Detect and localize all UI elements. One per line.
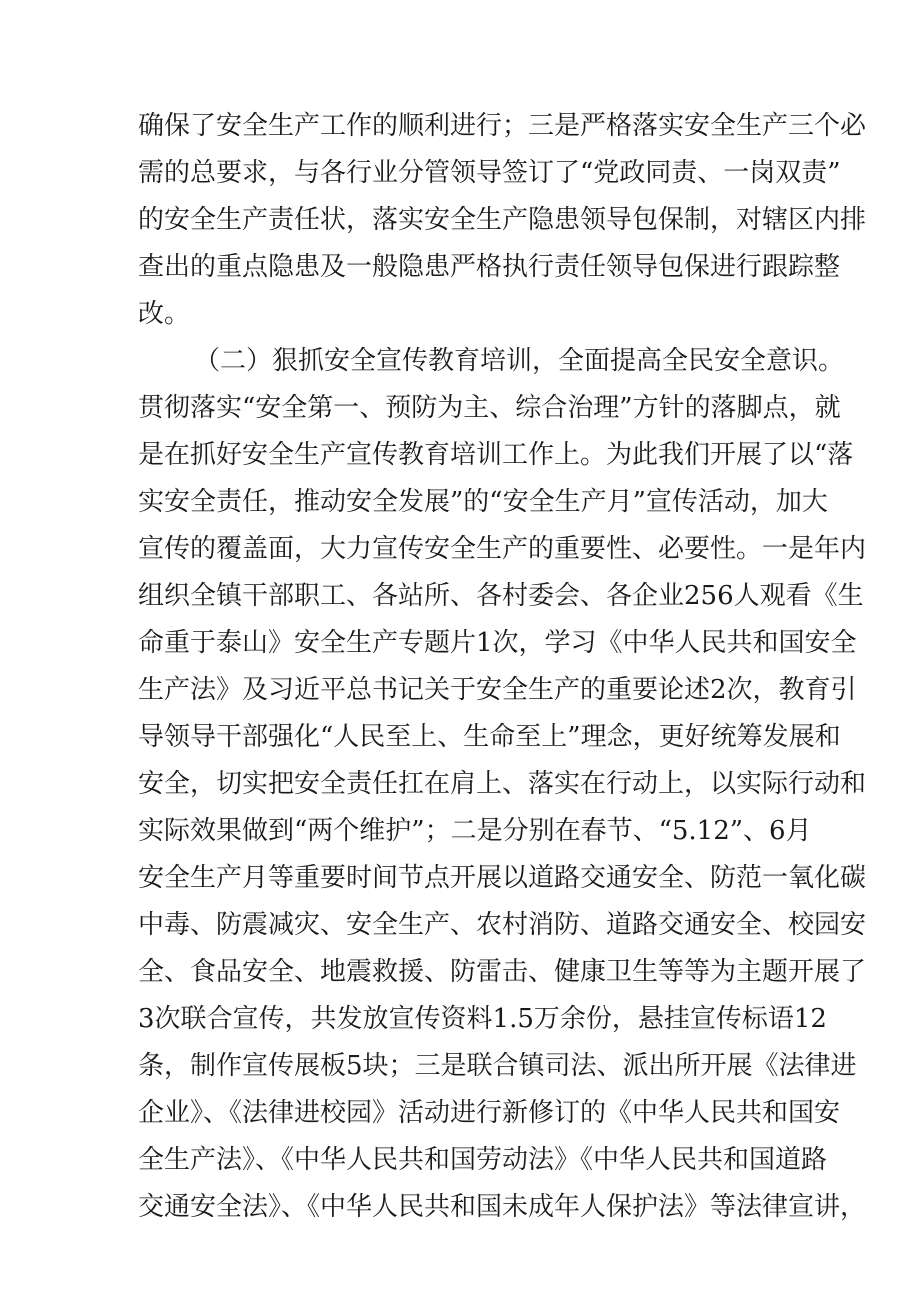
text-line: 企业》、《法律进校园》活动进行新修订的《中华人民共和国安 [138, 1098, 841, 1128]
text-line: 是在抓好安全生产宣传教育培训工作上。为此我们开展了以“落 [138, 440, 854, 470]
text-line: 命重于泰山》安全生产专题片1次，学习《中华人民共和国安全 [138, 628, 857, 658]
text-line: 交通安全法》、《中华人民共和国未成年人保护法》等法律宣讲， [138, 1192, 867, 1222]
text-line: 中毒、防震减灾、安全生产、农村消防、道路交通安全、校园安 [138, 910, 867, 940]
paragraph-1 [138, 103, 867, 338]
text-line: 组织全镇干部职工、各站所、各村委会、各企业256人观看《生 [138, 581, 864, 611]
text-line: 3次联合宣传，共发放宣传资料1.5万余份，悬挂宣传标语12 [138, 1004, 827, 1034]
text-line: 改。 [138, 299, 191, 329]
text-line: 生产法》及习近平总书记关于安全生产的重要论述2次，教育引 [138, 675, 857, 705]
text-line: 导领导干部强化“人民至上、生命至上”理念，更好统筹发展和 [138, 722, 841, 752]
text-line: 全生产法》、《中华人民共和国劳动法》《中华人民共和国道路 [138, 1145, 828, 1175]
text-line: 需的总要求，与各行业分管领导签订了“党政同责、一岗双责” [138, 158, 841, 188]
text-line: 贯彻落实“安全第一、预防为主、综合治理”方针的落脚点，就 [138, 393, 841, 423]
text-line: 条，制作宣传展板5块；三是联合镇司法、派出所开展《法律进 [138, 1051, 857, 1081]
text-line [138, 1231, 790, 1278]
text-line: 实安全责任，推动安全发展”的“安全生产月”宣传活动，加大 [138, 487, 828, 517]
text-line: 安全，切实把安全责任扛在肩上、落实在行动上，以实际行动和 [138, 769, 867, 799]
text-line: 宣传的覆盖面，大力宣传安全生产的重要性、必要性。一是年内 [138, 534, 867, 564]
text-line: 全、食品安全、地震救援、防雷击、健康卫生等等为主题开展了 [138, 957, 867, 987]
text-line: 安全生产月等重要时间节点开展以道路交通安全、防范一氧化碳 [138, 863, 867, 893]
document-body [138, 103, 867, 1278]
text-line: 查出的重点隐患及一般隐患严格执行责任领导包保进行跟踪整 [138, 252, 841, 282]
text-line: 实际效果做到“两个维护”；二是分别在春节、“5.12”、6月 [138, 816, 812, 846]
text-line: 的安全生产责任状，落实安全生产隐患领导包保制，对辖区内排 [138, 205, 867, 235]
text-line: 确保了安全生产工作的顺利进行；三是严格落实安全生产三个必 [138, 111, 867, 141]
section-heading-line: （二）狠抓安全宣传教育培训，全面提高全民安全意识。 [194, 346, 845, 376]
paragraph-2 [138, 338, 867, 1278]
